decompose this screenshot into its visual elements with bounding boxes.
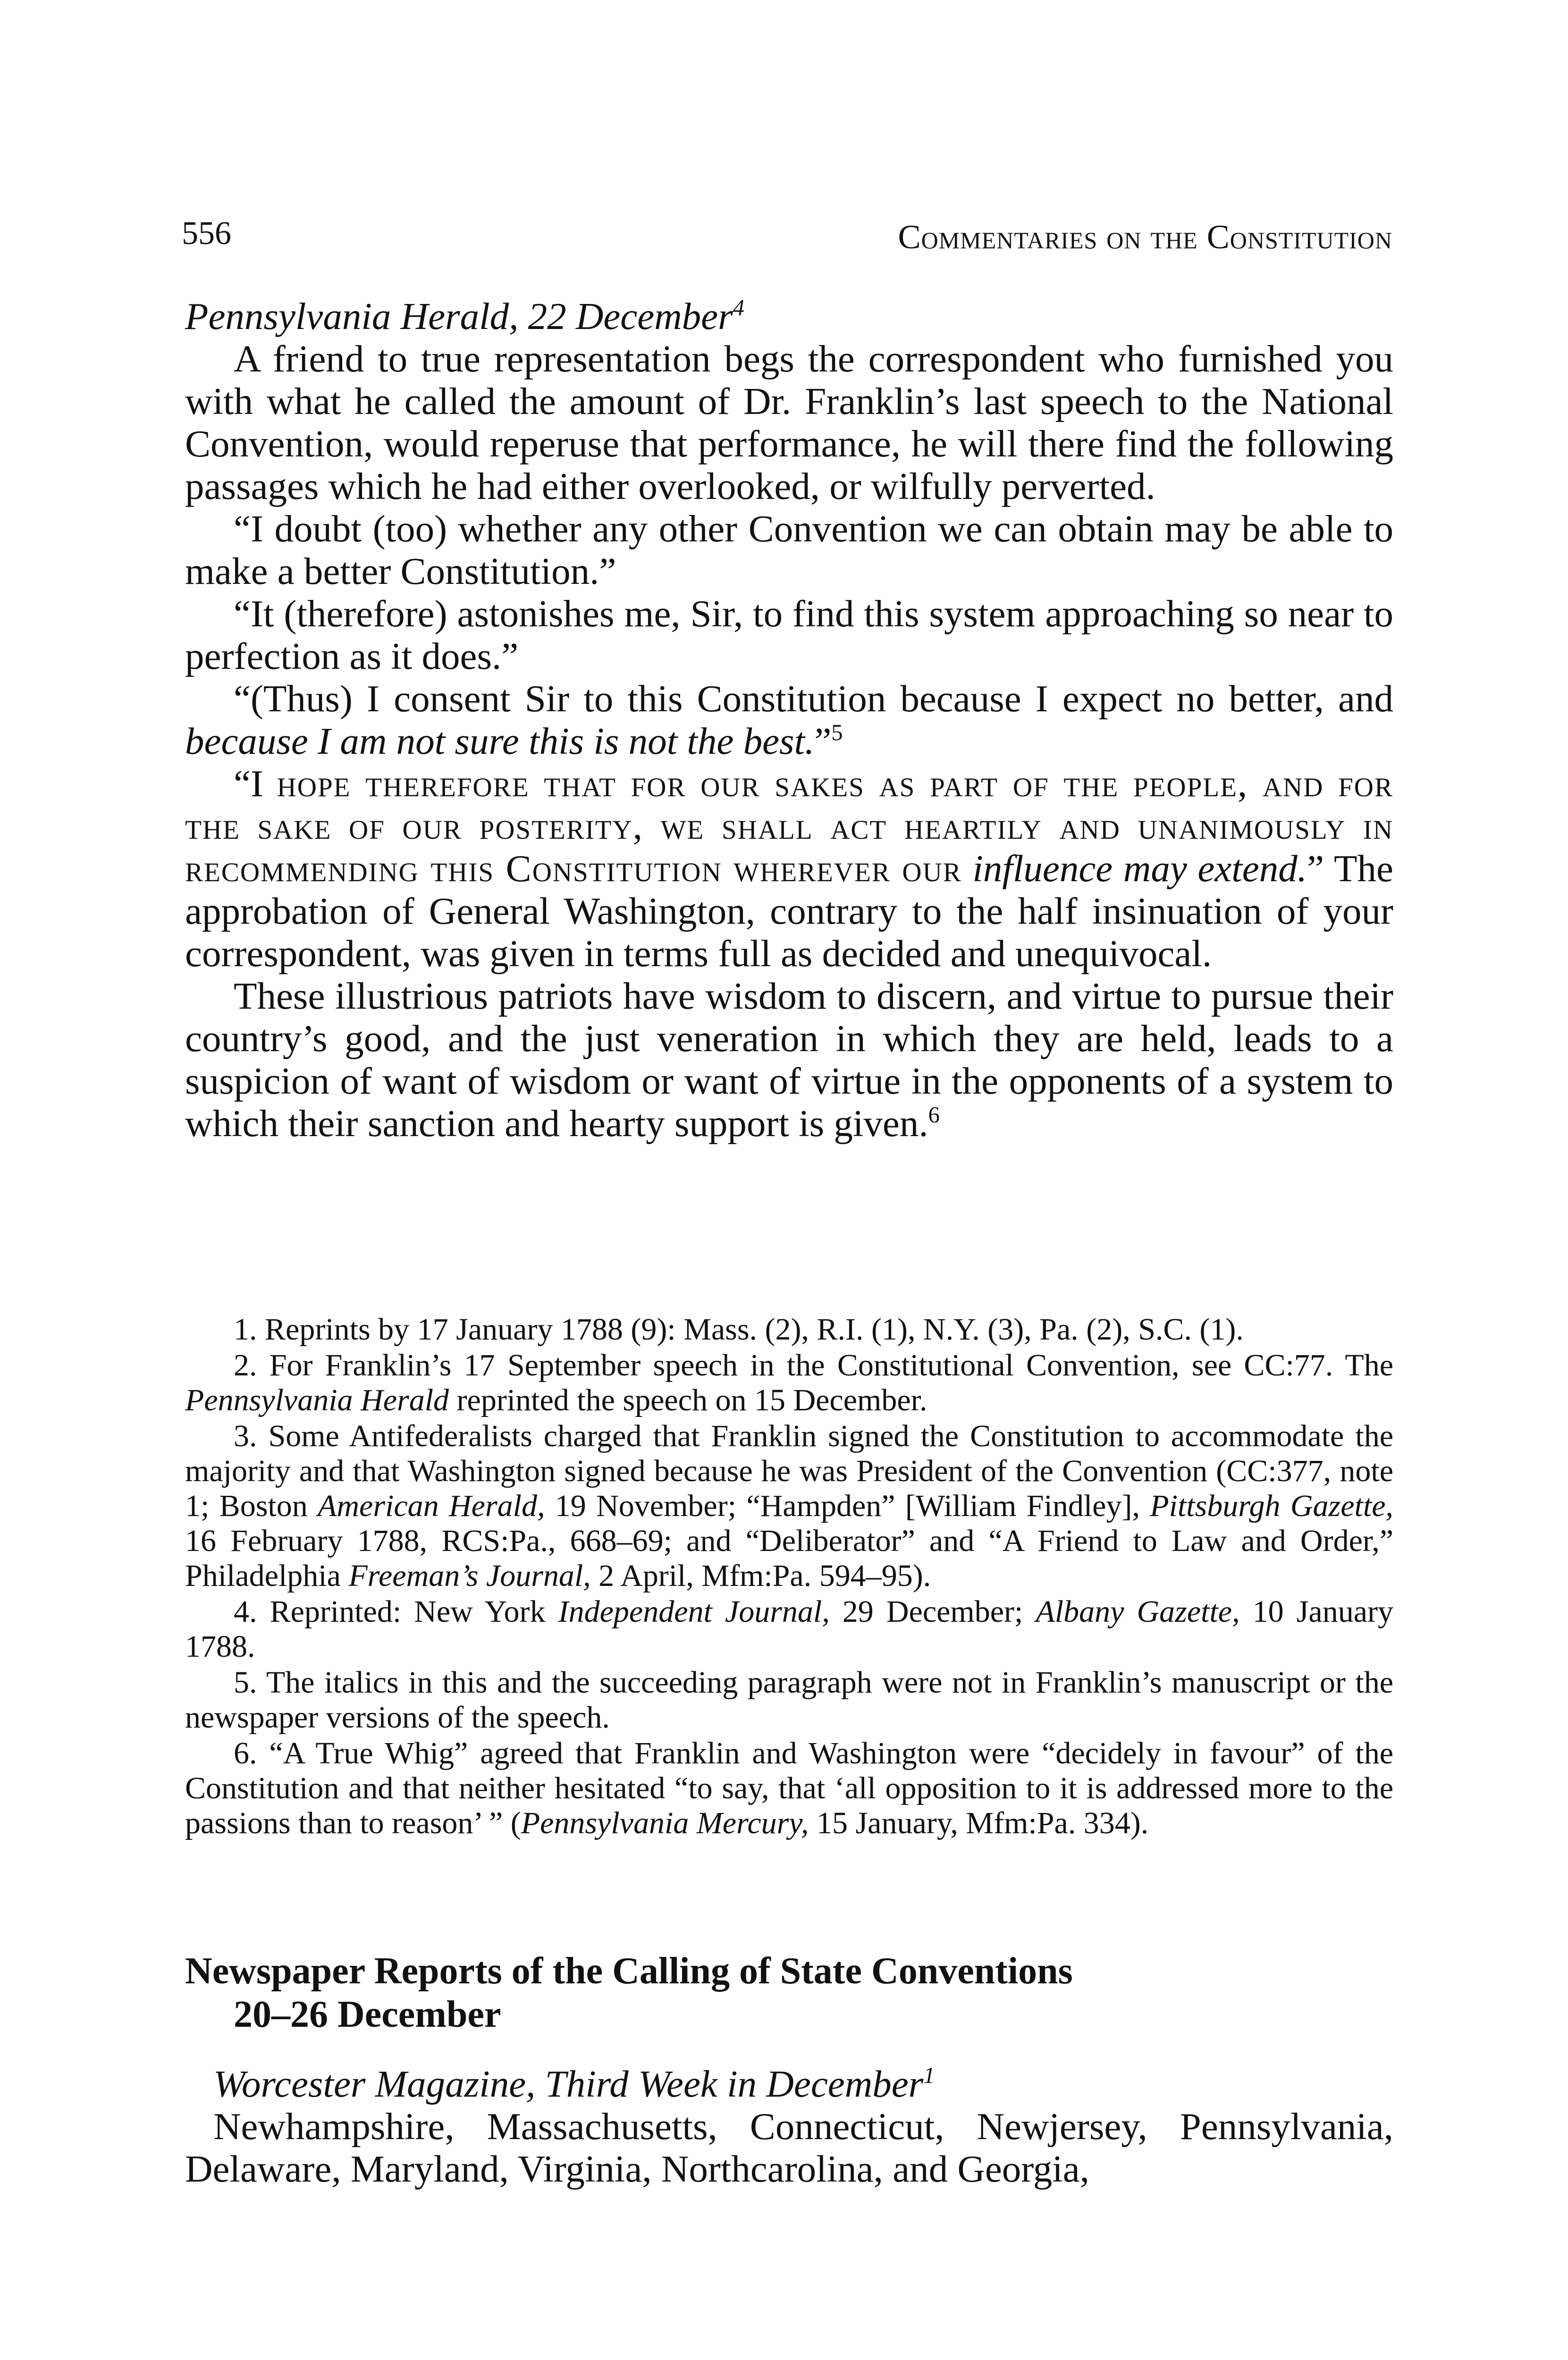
quote-italic: influence may extend. bbox=[961, 847, 1307, 890]
footnote-text: reprinted the speech on 15 December. bbox=[449, 1383, 927, 1417]
page-header bbox=[182, 215, 1392, 256]
quote-open: “I bbox=[234, 762, 277, 805]
footnote-italic: American Herald, bbox=[318, 1489, 545, 1523]
quote-paragraph: “It (therefore) astonishes me, Sir, to find this system approaching so near to perfection as it does.” bbox=[185, 592, 1393, 677]
paragraph: A friend to true representation begs the correspondent who furnished you with what he called the amount of Dr. Franklin’s last speech to the National Convention, would reperuse that performance, he will there find the following passages which he had either overlooked, or wilfully perverted. bbox=[185, 337, 1393, 507]
section-heading bbox=[185, 1949, 1393, 2036]
footnote-text: 29 December; bbox=[829, 1594, 1036, 1629]
footnote-5: 5. The italics in this and the succeeding paragraph were not in Franklin’s manuscript or the newspaper versions of the speech. bbox=[185, 1665, 1393, 1735]
footnote-text: 4. Reprinted: New York bbox=[234, 1594, 558, 1629]
source-heading bbox=[185, 2063, 1393, 2105]
footnote-6 bbox=[185, 1736, 1393, 1841]
paragraph bbox=[185, 975, 1393, 1145]
footnote-text: 3. Some Antifederalists charged that Franklin signed the Constitution to accommodate the majority and that Washington signed because he was President of the Convention (CC:377, note 1; Boston bbox=[185, 1419, 1393, 1523]
footnote-2 bbox=[185, 1348, 1393, 1418]
footnote-italic: Pennsylvania Mercury, bbox=[521, 1806, 809, 1840]
paragraph: Newhampshire, Massachusetts, Connecticut, Newjersey, Pennsylvania, Delaware, Maryland, Virginia, Northcarolina, and Georgia, bbox=[185, 2105, 1393, 2190]
quote-paragraph bbox=[185, 677, 1393, 762]
footnote-text: 10 January 1788. bbox=[185, 1594, 1393, 1664]
small-caps-text: hope therefore that for our sakes as part of the people, and for the sake of our posterity, we shall act heartily and unanimously in recommending this Constitution wherever our bbox=[185, 762, 1394, 890]
footnote-text: 16 February 1788, RCS:Pa., 668–69; and “Deliberator” and “A Friend to Law and Order,” Philadelphia bbox=[185, 1524, 1393, 1593]
footnote-text: 19 November; “Hampden” [William Findley], bbox=[545, 1489, 1150, 1523]
source-title: Worcester Magazine, Third Week in December bbox=[213, 2063, 924, 2105]
quote-paragraph: “I doubt (too) whether any other Convention we can obtain may be able to make a better Constitution.” bbox=[185, 507, 1393, 592]
article-pennsylvania-herald bbox=[185, 295, 1393, 1145]
footnotes bbox=[185, 1312, 1393, 1842]
quote-italic: because I am not sure this is not the best. bbox=[185, 720, 815, 762]
footnote-italic: Pennsylvania Herald bbox=[185, 1383, 449, 1417]
section-title-line2: 20–26 December bbox=[234, 1994, 501, 2035]
quote-text: “(Thus) I consent Sir to this Constitution because I expect no better, and bbox=[234, 677, 1393, 720]
footnote-italic: Pittsburgh Gazette, bbox=[1150, 1489, 1393, 1523]
quote-text: ” The approbation of General Washington, contrary to the half insinuation of your correspondent, was given in terms full as decided and unequivocal. bbox=[185, 847, 1393, 975]
source-title: Pennsylvania Herald, 22 December bbox=[185, 295, 733, 337]
footnote-text: 15 January, Mfm:Pa. 334). bbox=[809, 1806, 1149, 1840]
source-heading bbox=[185, 295, 1393, 337]
quote-close: ” bbox=[814, 720, 832, 762]
note-ref: 1 bbox=[923, 2062, 935, 2088]
section-title-line1: Newspaper Reports of the Calling of State Conventions bbox=[185, 1950, 1073, 1992]
footnote-italic: Albany Gazette, bbox=[1036, 1594, 1240, 1629]
footnote-italic: Freeman’s Journal, bbox=[348, 1559, 591, 1593]
note-ref: 4 bbox=[733, 295, 744, 320]
article-worcester-magazine bbox=[185, 2063, 1393, 2190]
footnote-text: 6. “A True Whig” agreed that Franklin and Washington were “decidely in favour” of the Constitution and that neither hesitated “to say, that ‘all opposition to it is addressed more to the passions than to reason’ ” ( bbox=[185, 1736, 1393, 1840]
footnote-text: 2 April, Mfm:Pa. 594–95). bbox=[590, 1559, 931, 1593]
quote-paragraph bbox=[185, 762, 1393, 975]
note-ref: 5 bbox=[831, 719, 843, 745]
footnote-3 bbox=[185, 1419, 1393, 1593]
footnote-italic: Independent Journal, bbox=[558, 1594, 830, 1629]
running-title: Commentaries on the Constitution bbox=[898, 218, 1392, 256]
page-number: 556 bbox=[182, 215, 231, 252]
footnote-text: 2. For Franklin’s 17 September speech in the Constitutional Convention, see CC:77. The bbox=[234, 1348, 1393, 1382]
paragraph-text: These illustrious patriots have wisdom to discern, and virtue to pursue their country’s good, and the just veneration in which they are held, leads to a suspicion of want of wisdom or want of virtue in the opponents of a system to which their sanction and hearty support is given. bbox=[185, 975, 1393, 1145]
footnote-4 bbox=[185, 1594, 1393, 1664]
footnote-1: 1. Reprints by 17 January 1788 (9): Mass. (2), R.I. (1), N.Y. (3), Pa. (2), S.C. (1). bbox=[234, 1312, 1244, 1347]
note-ref: 6 bbox=[928, 1102, 940, 1128]
